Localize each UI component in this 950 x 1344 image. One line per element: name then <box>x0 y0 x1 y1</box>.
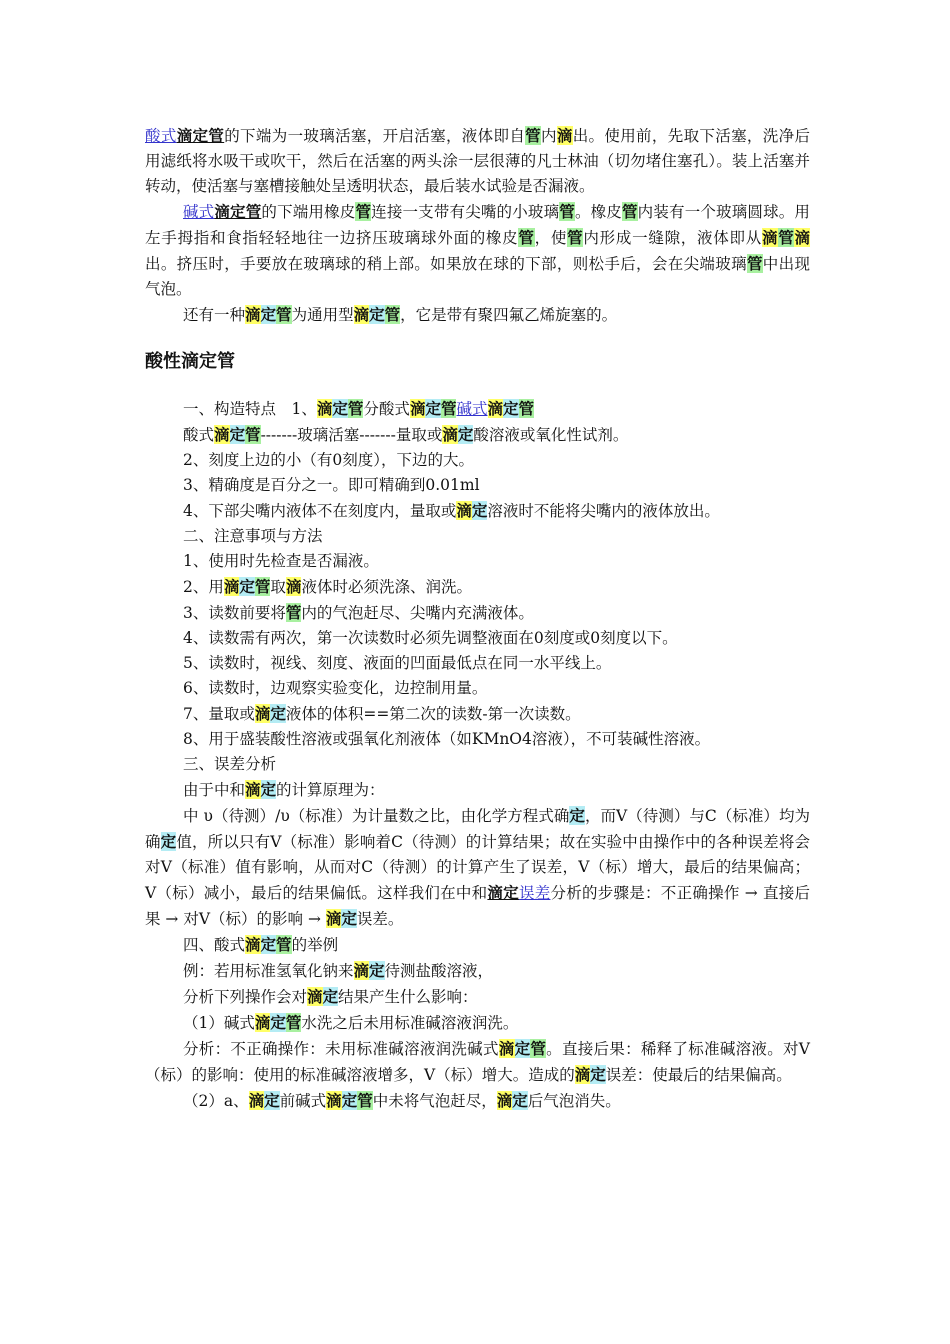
paragraph <box>145 123 810 199</box>
highlight-di: 滴 <box>442 425 458 444</box>
text-run: 酸式 <box>183 426 215 444</box>
highlight-guan: 管 <box>530 1039 547 1058</box>
highlight-guan: 管 <box>285 603 302 622</box>
highlight-guan: 管 <box>440 399 457 418</box>
text-run: 四、酸式 <box>183 936 246 954</box>
paragraph <box>145 302 810 328</box>
highlight-guan: 管 <box>518 399 535 418</box>
highlight-ding: 定 <box>471 501 488 520</box>
highlight-di: 滴 <box>794 228 810 247</box>
highlight-guan: 管 <box>355 202 372 221</box>
text-run: 值，所以只有V（标准）影响着C（待测）的计算结果；故在实验中由操作中的各种误差将会对V（标准）值有影响，从而对C（待测）的计算产生了误差，V（标）增大，最后的结果偏高；V（标）减小，最后的结果偏低。这样我们在中和 <box>145 833 810 902</box>
text-run: 取 <box>270 578 286 596</box>
highlight-di: 滴 <box>214 425 230 444</box>
text-run: 液体时必须洗涤、润洗。 <box>301 578 472 596</box>
paragraph <box>145 498 810 524</box>
highlight-di: 滴 <box>456 501 472 520</box>
highlight-di: 滴 <box>325 909 342 928</box>
highlight-guan: 管 <box>559 202 575 221</box>
paragraph <box>145 473 810 498</box>
highlight-ding: 定 <box>425 399 441 418</box>
text-run: 内的气泡赶尽、尖嘴内充满液体。 <box>301 604 534 622</box>
document-body <box>145 123 810 1114</box>
hyperlink[interactable]: 误差 <box>518 884 551 902</box>
text-run: 出。挤压时，手要放在玻璃球的稍上部。如果放在球的下部，则松手后，会在尖端玻璃 <box>145 255 747 273</box>
highlight-ding: 定 <box>590 1065 606 1084</box>
highlight-guan: 管 <box>778 228 795 247</box>
text-run: （1）碱式 <box>183 1014 255 1032</box>
highlight-di: 滴 <box>248 1091 265 1110</box>
highlight-ding: 定 <box>229 425 246 444</box>
highlight-guan: 管 <box>285 1013 302 1032</box>
highlight-guan: 管 <box>254 577 271 596</box>
text-run: 3、读数前要将 <box>183 604 286 622</box>
text-run: 2、用 <box>183 578 224 596</box>
highlight-di: 滴 <box>285 577 302 596</box>
highlight-di: 滴 <box>326 1091 342 1110</box>
highlight-di: 滴 <box>254 704 271 723</box>
highlight-ding: 定 <box>160 832 177 851</box>
highlight-guan: 管 <box>746 254 763 273</box>
highlight-di: 滴 <box>316 399 333 418</box>
paragraph <box>145 777 810 803</box>
highlight-ding: 定 <box>369 961 385 980</box>
highlight-guan: 管 <box>525 126 542 145</box>
highlight-guan: 管 <box>347 399 364 418</box>
highlight-ding: 定 <box>514 1039 531 1058</box>
text-run: 三、误差分析 <box>183 755 277 773</box>
intro-paragraphs <box>145 123 810 328</box>
paragraph <box>145 574 810 600</box>
text-run: ，它是带有聚四氟乙烯旋塞的。 <box>400 306 618 324</box>
paragraph <box>145 600 810 626</box>
text-run: （2）a、 <box>183 1092 249 1110</box>
text-run: 的计算原理为： <box>276 781 385 799</box>
text-run: 水洗之后未用标准碱溶液润洗。 <box>301 1014 519 1032</box>
text-run: 例：若用标准氢氧化钠来 <box>183 962 354 980</box>
text-run: 分析下列操作会对 <box>183 988 308 1006</box>
highlight-ding: 定 <box>260 305 277 324</box>
text-run: 4、读数需有两次，第一次读数时必须先调整液面在0刻度或0刻度以下。 <box>183 629 678 647</box>
text-run: 误差。 <box>356 910 404 928</box>
highlight-di: 滴 <box>254 1013 271 1032</box>
paragraph <box>145 199 810 302</box>
text-run: 酸溶液或氧化性试剂。 <box>473 426 629 444</box>
highlight-di: 滴 <box>761 228 779 247</box>
highlight-ding: 定 <box>569 806 585 825</box>
paragraph <box>145 701 810 727</box>
text-run: 待测盐酸溶液， <box>384 962 494 980</box>
highlight-ding: 定 <box>512 1091 528 1110</box>
hyperlink[interactable]: 碱式 <box>456 400 488 418</box>
paragraph <box>145 676 810 701</box>
text-run: ，而V（待测）与C（标准）均为确 <box>145 807 810 851</box>
text-run: 出。使用前，先取下活塞，洗净后用滤纸将水吸干或吹干，然后在活塞的两头涂一层很薄的凡士林油（切勿堵住塞孔）。装上活塞并转动，使活塞与塞槽接触处呈透明状态，最后装水试验是否漏液。 <box>145 127 810 195</box>
text-run: 结果产生什么影响： <box>338 988 478 1006</box>
text-run: 3、精确度是百分之一。即可精确到0.01ml <box>183 476 480 494</box>
highlight-di: 滴 <box>409 399 426 418</box>
text-run: 液体的体积==第二次的读数-第一次读数。 <box>285 705 581 723</box>
text-run: 由于中和 <box>183 781 246 799</box>
highlight-di: 滴 <box>498 1039 515 1058</box>
bold-term: 滴定 <box>487 883 519 902</box>
highlight-di: 滴 <box>574 1065 591 1084</box>
text-run: 误差：使最后的结果偏高。 <box>605 1066 792 1084</box>
section-paragraphs <box>145 396 810 1114</box>
highlight-guan: 管 <box>567 228 584 247</box>
paragraph <box>145 752 810 777</box>
highlight-di: 滴 <box>223 577 240 596</box>
text-run: 内形成一缝隙，液体即从 <box>583 229 762 247</box>
text-run: 中未将气泡赶尽， <box>372 1092 497 1110</box>
highlight-ding: 定 <box>260 780 277 799</box>
text-run: 5、读数时，视线、刻度、液面的凹面最低点在同一水平线上。 <box>183 654 612 672</box>
highlight-di: 滴 <box>307 987 323 1006</box>
paragraph <box>145 626 810 651</box>
section-heading: 酸性滴定管 <box>145 351 235 372</box>
highlight-guan: 管 <box>384 305 401 324</box>
paragraph <box>145 727 810 752</box>
text-run: 还有一种 <box>183 306 246 324</box>
highlight-di: 滴 <box>245 935 261 954</box>
text-run: 后气泡消失。 <box>527 1092 621 1110</box>
text-run: 为通用型 <box>291 306 354 324</box>
highlight-ding: 定 <box>369 305 385 324</box>
text-run: 4、下部尖嘴内液体不在刻度内，量取或 <box>183 502 457 520</box>
text-run: 二、注意事项与方法 <box>183 527 323 545</box>
text-run: 内 <box>541 127 557 145</box>
text-run: 内装有一个玻璃圆球。用左手拇指和食指轻轻地往一边挤压玻璃球外面的橡皮 <box>145 203 810 247</box>
highlight-ding: 定 <box>270 704 286 723</box>
highlight-ding: 定 <box>322 987 339 1006</box>
highlight-guan: 管 <box>276 935 292 954</box>
text-run: 中 υ（待测）/υ（标准）为计量数之比，由化学方程式确 <box>183 807 570 825</box>
text-run: 中出现气泡。 <box>145 255 810 298</box>
highlight-di: 滴 <box>496 1091 513 1110</box>
text-run: 一、构造特点 1、 <box>183 400 317 418</box>
highlight-di: 滴 <box>353 961 370 980</box>
highlight-ding: 定 <box>341 909 357 928</box>
paragraph <box>145 422 810 448</box>
bold-term: 滴定管 <box>176 126 225 145</box>
highlight-di: 滴 <box>556 126 573 145</box>
highlight-ding: 定 <box>341 1091 358 1110</box>
highlight-guan: 管 <box>621 202 638 221</box>
text-run: 。橡皮 <box>574 203 622 221</box>
paragraph <box>145 1036 810 1088</box>
text-run: 溶液时不能将尖嘴内的液体放出。 <box>487 502 720 520</box>
highlight-guan: 管 <box>245 425 261 444</box>
paragraph <box>145 396 810 422</box>
text-run: 6、读数时，边观察实验变化，边控制用量。 <box>183 679 488 697</box>
text-run: 连接一支带有尖嘴的小玻璃 <box>371 203 560 221</box>
text-run: 。直接后果：稀释了标准碱溶液。对V（标）的影响：使用的标准碱溶液增多，V（标）增大。造成的 <box>145 1040 810 1084</box>
highlight-guan: 管 <box>276 305 292 324</box>
paragraph <box>145 1010 810 1036</box>
highlight-di: 滴 <box>245 305 261 324</box>
text-run: 的下端为一玻璃活塞，开启活塞，液体即自 <box>224 127 526 145</box>
text-run: 2、刻度上边的小（有0刻度），下边的大。 <box>183 451 474 469</box>
highlight-di: 滴 <box>353 305 370 324</box>
text-run: ，使 <box>534 229 568 247</box>
text-run: 8、用于盛装酸性溶液或强氧化剂液体（如KMnO4溶液），不可装碱性溶液。 <box>183 730 711 748</box>
paragraph <box>145 958 810 984</box>
paragraph <box>145 549 810 574</box>
text-run: 1、使用时先检查是否漏液。 <box>183 552 379 570</box>
paragraph <box>145 524 810 549</box>
text-run: 前碱式 <box>279 1092 327 1110</box>
paragraph <box>145 651 810 676</box>
highlight-di: 滴 <box>245 780 261 799</box>
highlight-ding: 定 <box>457 425 474 444</box>
text-run: 分析：不正确操作：未用标准碱溶液润洗碱式 <box>183 1040 499 1058</box>
hyperlink[interactable]: 碱式 <box>183 203 215 221</box>
text-run: 分析的步骤是：不正确操作 → 直接后果 → 对V（标）的影响 → <box>145 884 810 928</box>
highlight-guan: 管 <box>518 228 535 247</box>
paragraph <box>145 984 810 1010</box>
highlight-ding: 定 <box>270 1013 286 1032</box>
text-run: 的举例 <box>291 936 339 954</box>
highlight-guan: 管 <box>357 1091 373 1110</box>
text-run: -------玻璃活塞-------量取或 <box>260 426 443 444</box>
paragraph <box>145 803 810 932</box>
paragraph <box>145 448 810 473</box>
text-run: 的下端用橡皮 <box>261 203 356 221</box>
text-run: 7、量取或 <box>183 705 255 723</box>
highlight-ding: 定 <box>264 1091 280 1110</box>
highlight-ding: 定 <box>260 935 277 954</box>
highlight-ding: 定 <box>503 399 519 418</box>
highlight-di: 滴 <box>487 399 504 418</box>
highlight-ding: 定 <box>332 399 348 418</box>
paragraph <box>145 1088 810 1114</box>
highlight-ding: 定 <box>239 577 255 596</box>
hyperlink[interactable]: 酸式 <box>145 127 177 145</box>
bold-term: 滴定管 <box>214 202 262 221</box>
paragraph <box>145 932 810 958</box>
text-run: 分酸式 <box>363 400 410 418</box>
